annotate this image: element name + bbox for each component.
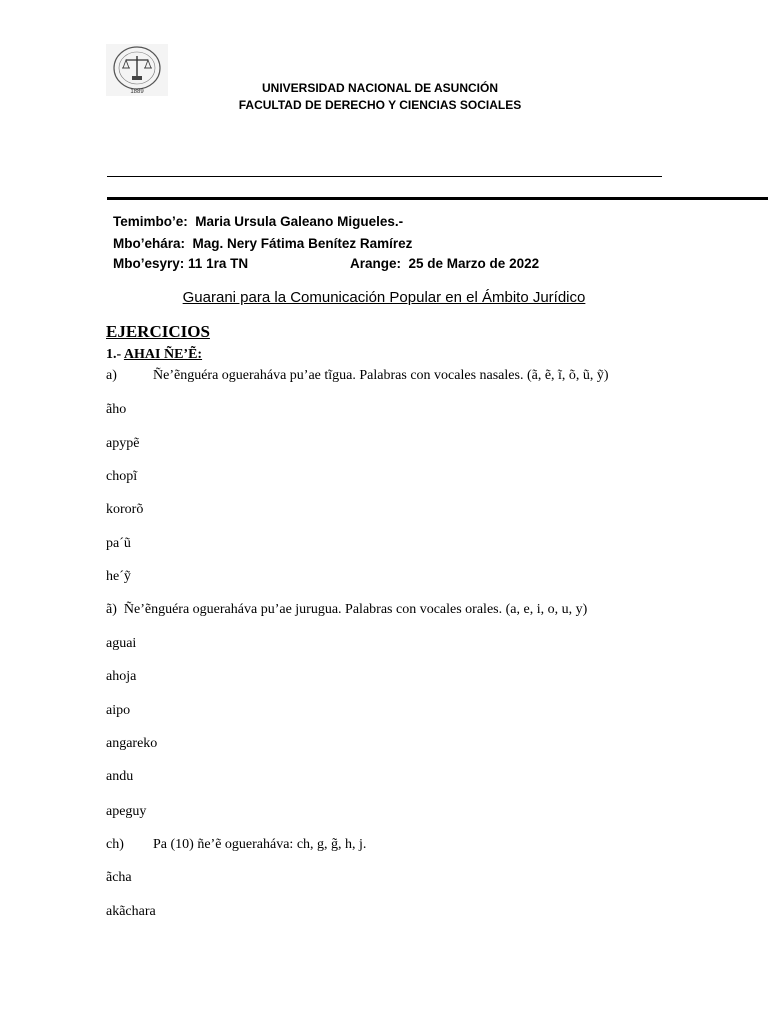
part-c-marker: ch): [106, 837, 124, 852]
seal-year: 1889: [130, 89, 144, 95]
teacher-value: Mag. Nery Fátima Benítez Ramírez: [192, 236, 413, 251]
teacher-line: [113, 236, 412, 251]
word-b-5: andu: [106, 769, 134, 784]
word-b-6: apeguy: [106, 804, 147, 819]
course-title: Guarani para la Comunicación Popular en el Ámbito Jurídico: [182, 289, 586, 306]
date-line: [350, 256, 539, 271]
word-a-1: ãho: [106, 402, 127, 417]
word-b-3: aipo: [106, 703, 131, 718]
part-c-instruction: Pa (10) ñe’ẽ ogueraháva: ch, g, g̃, h, j.: [153, 837, 367, 852]
author-line: [113, 214, 403, 229]
word-c-1: ãcha: [106, 870, 132, 885]
part-a-marker: a): [106, 368, 117, 383]
word-b-4: angareko: [106, 736, 158, 751]
section-label: Mbo’esyry:: [113, 256, 185, 271]
part-a-instruction: Ñe’ẽnguéra ogueraháva pu’ae tĩgua. Palabras con vocales nasales. (ã, ẽ, ĩ, õ, ũ, ỹ): [153, 368, 609, 383]
item1-title: AHAI ÑE’Ẽ:: [123, 347, 203, 362]
university-name: UNIVERSIDAD NACIONAL DE ASUNCIÓN: [261, 81, 498, 95]
word-a-5: pa´ũ: [106, 536, 131, 551]
word-a-2: apypẽ: [106, 436, 140, 451]
exercises-heading: EJERCICIOS: [106, 322, 210, 341]
word-a-4: kororõ: [106, 502, 144, 517]
author-value: Maria Ursula Galeano Migueles.-: [195, 214, 404, 229]
teacher-label: Mbo’ehára:: [113, 236, 186, 251]
word-a-6: he´ỹ: [106, 569, 131, 584]
divider-thin: [107, 176, 662, 177]
faculty-name: FACULTAD DE DERECHO Y CIENCIAS SOCIALES: [238, 98, 522, 112]
word-c-2: akãchara: [106, 904, 156, 919]
section-value: 11 1ra TN: [188, 256, 249, 271]
item1-heading: [106, 347, 202, 363]
section-line: [113, 256, 248, 271]
word-b-1: aguai: [106, 636, 137, 651]
part-b-marker: ã): [106, 602, 117, 617]
part-b-instruction: Ñe’ẽnguéra ogueraháva pu’ae jurugua. Palabras con vocales orales. (a, e, i, o, u, y): [123, 602, 588, 617]
date-label: Arange:: [350, 256, 402, 271]
item1-number: 1.-: [106, 347, 122, 362]
divider-thick: [107, 197, 768, 200]
part-b-line: [106, 602, 587, 618]
word-a-3: chopĩ: [106, 469, 138, 484]
date-value: 25 de Marzo de 2022: [408, 256, 540, 271]
author-label: Temimbo’e:: [113, 214, 188, 229]
word-b-2: ahoja: [106, 669, 137, 684]
